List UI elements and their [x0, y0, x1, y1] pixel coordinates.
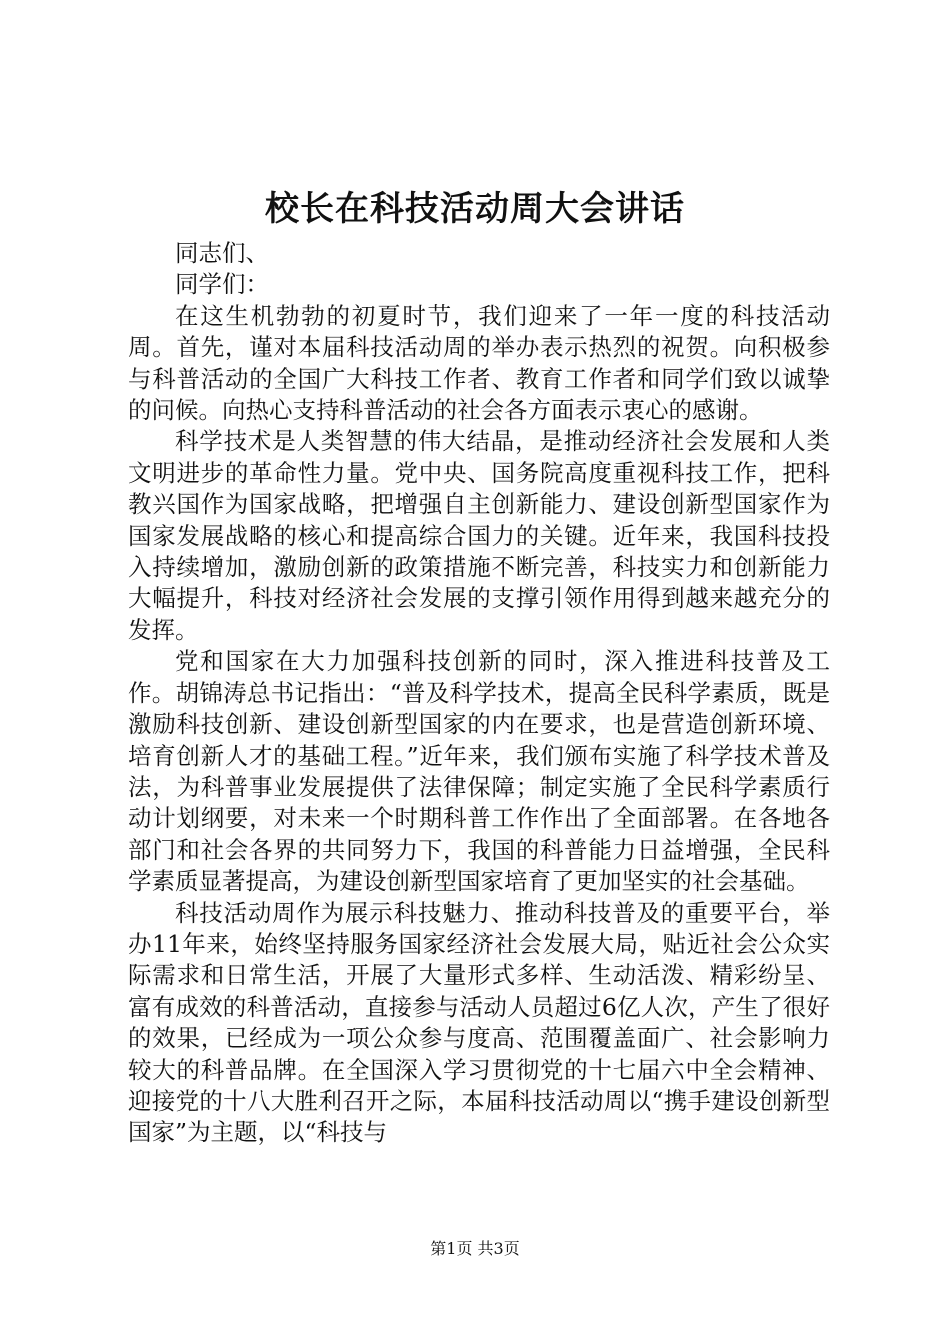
body-paragraph: 科学技术是人类智慧的伟大结晶，是推动经济社会发展和人类文明进步的革命性力量。党中央、国务院高度重视科技工作，把科教兴国作为国家战略，把增强自主创新能力、建设创新型国家作为国家发展战略的核心和提高综合国力的关键。近年来，我国科技投入持续增加，激励创新的政策措施不断完善，科技实力和创新能力大幅提升，科技对经济社会发展的支撑引领作用得到越来越充分的发挥。: [128, 427, 830, 644]
page-number-footer: 第1页 共3页: [430, 1239, 520, 1258]
body-paragraph: 科技活动周作为展示科技魅力、推动科技普及的重要平台，举办11年来，始终坚持服务国家经济社会发展大局，贴近社会公众实际需求和日常生活，开展了大量形式多样、生动活泼、精彩纷呈、富有成效的科普活动，直接参与活动人员超过6亿人次，产生了很好的效果，已经成为一项公众参与度高、范围覆盖面广、社会影响力较大的科普品牌。在全国深入学习贯彻党的十七届六中全会精神、迎接党的十八大胜利召开之际，本届科技活动周以“携手建设创新型国家”为主题，以“科技与: [128, 898, 830, 1147]
document-body: [128, 238, 830, 1149]
salutation-line: 同志们、: [175, 239, 269, 267]
document-title: 校长在科技活动周大会讲话: [265, 189, 685, 229]
body-paragraph: 党和国家在大力加强科技创新的同时，深入推进科技普及工作。胡锦涛总书记指出：“普及科学技术，提高全民科学素质，既是激励科技创新、建设创新型国家的内在要求，也是营造创新环境、培育创新人才的基础工程。”近年来，我们颁布实施了科学技术普及法，为科普事业发展提供了法律保障；制定实施了全民科学素质行动计划纲要，对未来一个时期科普工作作出了全面部署。在各地各部门和社会各界的共同努力下，我国的科普能力日益增强，全民科学素质显著提高，为建设创新型国家培育了更加坚实的社会基础。: [128, 647, 830, 896]
salutation-line: 同学们：: [175, 270, 269, 299]
body-paragraph: 在这生机勃勃的初夏时节，我们迎来了一年一度的科技活动周。首先，谨对本届科技活动周的举办表示热烈的祝贺。向积极参与科普活动的全国广大科技工作者、教育工作者和同学们致以诚挚的问候。向热心支持科普活动的社会各方面表示衷心的感谢。: [128, 301, 830, 425]
